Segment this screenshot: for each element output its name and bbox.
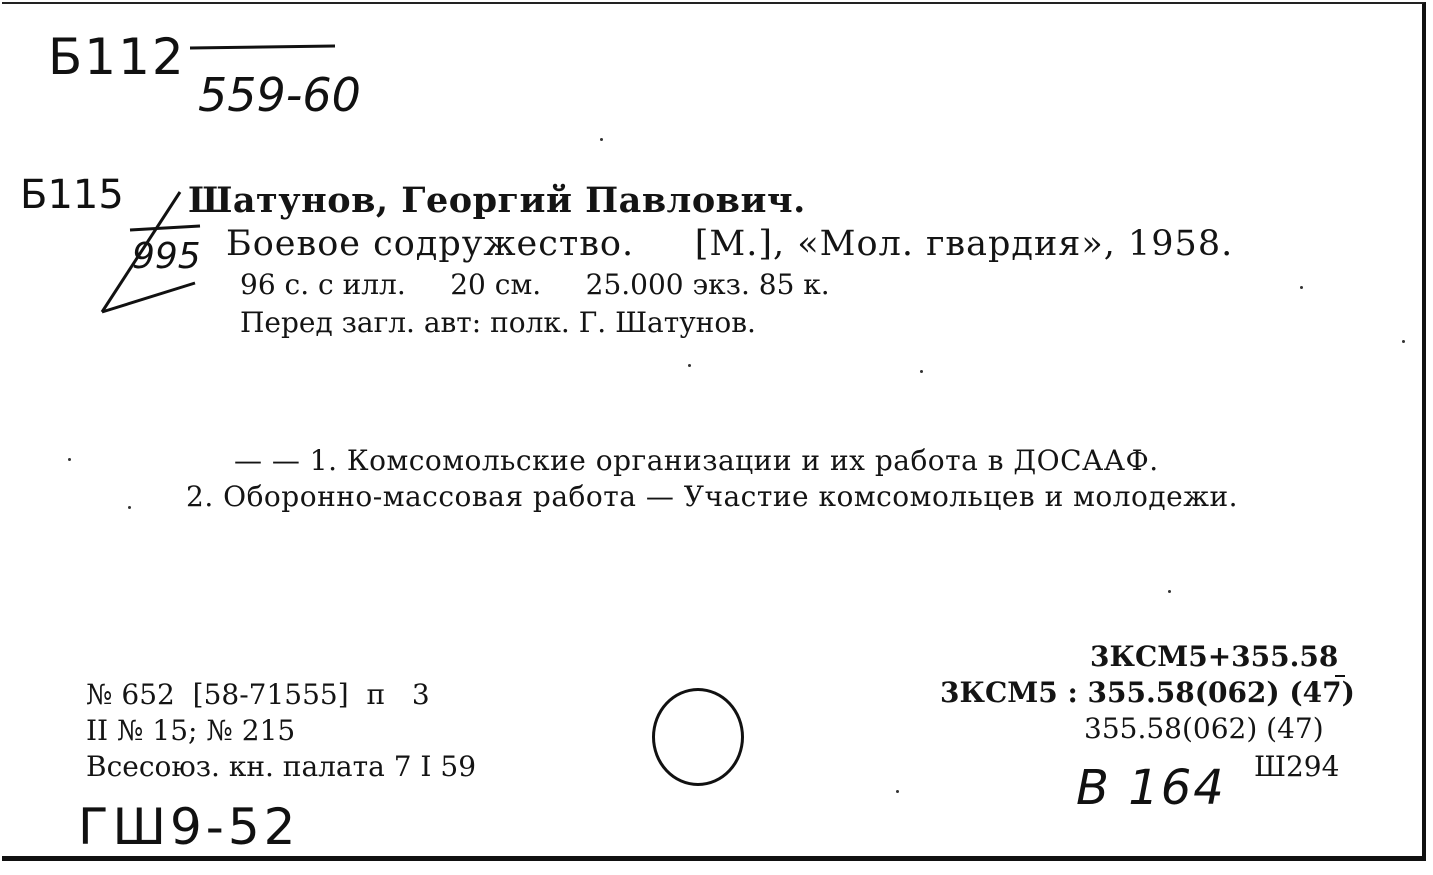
registration-chamber: Всесоюз. кн. палата 7 I 59 <box>86 750 477 783</box>
scan-speck <box>688 364 691 367</box>
circle-stamp <box>652 688 744 786</box>
classification-code-2: 3КСМ5 : 355.58(062) (47) <box>940 676 1355 709</box>
title-line: Боевое содружество. [М.], «Мол. гвардия», 1958. <box>226 224 1234 264</box>
author-mark: Ш294 <box>1254 750 1340 783</box>
scan-speck <box>128 506 131 509</box>
classification-code-3: 355.58(062) (47) <box>1084 712 1324 745</box>
handwritten-bottom-code: ГШ9-52 <box>78 798 300 856</box>
scan-speck <box>920 370 923 373</box>
registration-series: II № 15; № 215 <box>86 714 296 747</box>
subject-heading-1: — — 1. Комсомольские организации и их работа в ДОСААФ. <box>234 444 1159 477</box>
registration-number: № 652 [58-71555] п 3 <box>86 678 430 711</box>
description-line: 96 с. с илл. 20 см. 25.000 экз. 85 к. <box>240 268 830 301</box>
scan-speck <box>896 790 899 793</box>
scan-speck <box>1300 286 1303 289</box>
scan-speck <box>1402 340 1405 343</box>
scan-speck <box>68 458 71 461</box>
classification-code-1: 3КСМ5+355.58 <box>1090 640 1339 673</box>
handwritten-index-top: Б112 <box>48 28 186 86</box>
note-line: Перед загл. авт: полк. Г. Шатунов. <box>240 306 756 339</box>
scan-speck <box>600 138 603 141</box>
subject-heading-2: 2. Оборонно-массовая работа — Участие комсомольцев и молодежи. <box>186 480 1239 513</box>
handwritten-fraction-number: 559-60 <box>198 68 361 122</box>
author-heading: Шатунов, Георгий Павлович. <box>188 180 806 221</box>
handwritten-shelf-mark: В 164 <box>1076 760 1226 816</box>
handwritten-left-number: 995 <box>132 236 201 277</box>
handwritten-left-code: Б115 <box>20 172 124 218</box>
scan-speck <box>1168 590 1171 593</box>
